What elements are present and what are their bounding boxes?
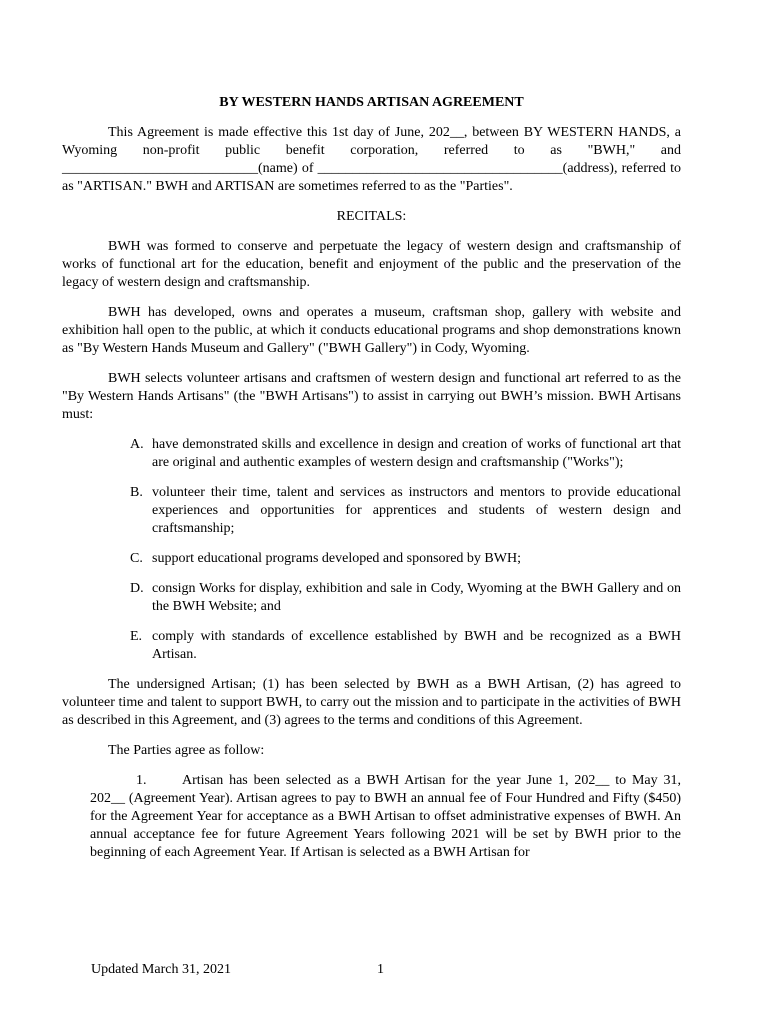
list-item: [130, 484, 681, 538]
list-letter: E.: [130, 629, 143, 644]
list-text: have demonstrated skills and excellence in design and creation of works of functional art that are original and authentic examples of western design and craftsmanship ("Works");: [152, 437, 681, 470]
recital-paragraph: BWH was formed to conserve and perpetuate the legacy of western design and craftsmanship of works of functional art for the education, benefit and enjoyment of the public and the preservation of the legacy of western design and craftsmanship.: [62, 239, 681, 290]
undersigned-paragraph: The undersigned Artisan; (1) has been selected by BWH as a BWH Artisan, (2) has agreed to volunteer time and talent to support BWH, to carry out the mission and to participate in the activities of BWH as described in this Agreement, and (3) agrees to the terms and conditions of this Agreement.: [62, 677, 681, 728]
intro-paragraph: This Agreement is made effective this 1st day of June, 202__, between BY WESTERN HANDS, a Wyoming non-profit public benefit corporation, referred to as "BWH," and ____________________________(name) of ___________________________________(address), referred to as "ARTISAN." BWH and ARTISAN are sometimes referred to as the "Parties".: [62, 125, 681, 194]
list-text: comply with standards of excellence established by BWH and be recognized as a BWH Artisan.: [152, 629, 681, 662]
agree-paragraph: The Parties agree as follow:: [108, 743, 265, 758]
page-number: 1: [377, 962, 384, 977]
recital-paragraph: BWH has developed, owns and operates a museum, craftsman shop, gallery with website and exhibition hall open to the public, at which it conducts educational programs and shop demonstrations known as "By Western Hands Museum and Gallery" ("BWH Gallery") in Cody, Wyoming.: [62, 305, 681, 356]
list-letter: D.: [130, 581, 144, 596]
list-item: [130, 550, 681, 568]
list-text: consign Works for display, exhibition and sale in Cody, Wyoming at the BWH Gallery and on the BWH Website; and: [152, 581, 681, 614]
document-body: [62, 94, 681, 862]
list-text: volunteer their time, talent and services as instructors and mentors to provide educational experiences and opportunities for apprentices and students of western design and craftsmanship;: [152, 485, 681, 536]
clause-number: 1.: [136, 773, 147, 788]
requirements-list: [130, 436, 681, 664]
recitals-heading: RECITALS:: [336, 209, 407, 224]
document-title: BY WESTERN HANDS ARTISAN AGREEMENT: [219, 95, 524, 110]
list-item: [130, 436, 681, 472]
clause-1: [90, 772, 681, 862]
list-letter: A.: [130, 437, 144, 452]
footer-updated-date: Updated March 31, 2021: [91, 962, 231, 977]
clause-text: Artisan has been selected as a BWH Artisan for the year June 1, 202__ to May 31, 202__ (Agreement Year). Artisan agrees to pay to BWH an annual fee of Four Hundred and Fifty ($450) for the Agreement Year for acceptance as a BWH Artisan to offset administrative expenses of BWH. An annual acceptance fee for future Agreement Years following 2021 will be set by BWH prior to the beginning of each Agreement Year. If Artisan is selected as a BWH Artisan for: [90, 773, 681, 860]
list-letter: C.: [130, 551, 143, 566]
list-item: [130, 580, 681, 616]
list-item: [130, 628, 681, 664]
recital-paragraph: BWH selects volunteer artisans and craftsmen of western design and functional art referred to as the "By Western Hands Artisans" (the "BWH Artisans") to assist in carrying out BWH’s mission. BWH Artisans must:: [62, 371, 681, 422]
list-text: support educational programs developed and sponsored by BWH;: [152, 551, 521, 566]
list-letter: B.: [130, 485, 143, 500]
